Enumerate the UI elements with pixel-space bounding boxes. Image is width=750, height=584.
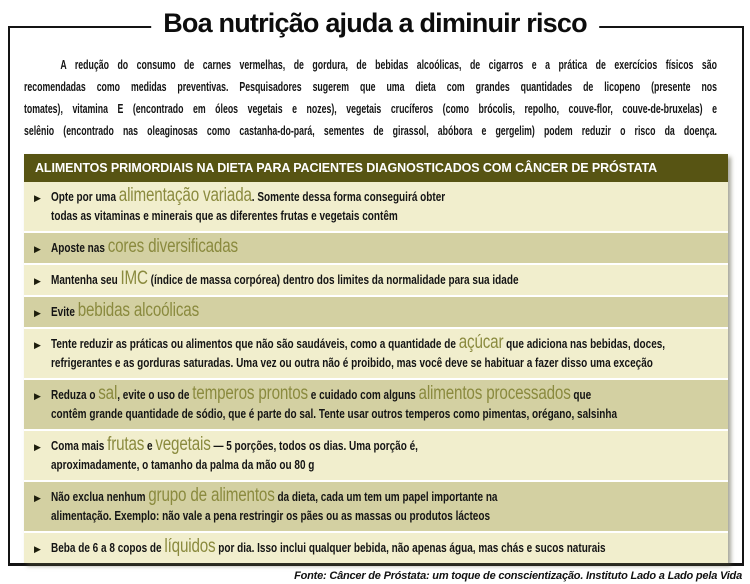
highlight-text: temperos prontos	[192, 383, 308, 404]
diet-item	[24, 265, 728, 295]
highlight-text: sal	[98, 383, 118, 404]
highlight-text: grupo de alimentos	[148, 485, 275, 506]
diet-item	[24, 182, 728, 231]
diet-item-text	[51, 384, 715, 424]
source-note: Fonte: Câncer de Próstata: um toque de conscientização. Instituto Lado a Lado pela Vida	[294, 570, 742, 582]
item-text: Coma mais	[51, 439, 108, 453]
diet-item-text	[51, 186, 715, 226]
item-text: . Somente dessa forma conseguirá obter	[251, 190, 446, 204]
arrow-bullet-icon: ▶	[34, 443, 41, 453]
arrow-bullet-icon: ▶	[34, 392, 41, 402]
item-text: Aposte nas	[51, 241, 108, 255]
item-text: todas as vitaminas e minerais que as diferentes frutas e vegetais contêm	[51, 209, 398, 223]
diet-table-header: ALIMENTOS PRIMORDIAIS NA DIETA PARA PACIENTES DIAGNOSTICADOS COM CÂNCER DE PRÓSTATA	[24, 154, 728, 182]
content-box	[8, 26, 744, 566]
highlight-text: frutas	[107, 434, 145, 455]
item-text: Tente reduzir as práticas ou alimentos que não são saudáveis, como a quantidade de	[51, 337, 459, 351]
diet-item	[24, 482, 728, 531]
intro-paragraph	[24, 54, 717, 142]
diet-table	[24, 154, 728, 563]
highlight-text: vegetais	[155, 434, 211, 455]
arrow-bullet-icon: ▶	[34, 194, 41, 204]
item-text: refrigerantes e as gorduras saturadas. Uma vez ou outra não é proibido, mas você deve se habituar a fazer disso uma exceção	[51, 356, 653, 370]
item-text: alimentação. Exemplo: não vale a pena restringir os pães ou as massas ou produtos lácteos	[51, 509, 491, 523]
item-text: que	[570, 388, 592, 402]
diet-item-text	[51, 435, 715, 475]
highlight-text: bebidas alcoólicas	[77, 300, 200, 321]
arrow-bullet-icon: ▶	[34, 341, 41, 351]
item-text: Opte por uma	[51, 190, 119, 204]
item-text: Não exclua nenhum	[51, 490, 149, 504]
diet-item-text	[51, 301, 715, 322]
highlight-text: cores diversificadas	[107, 236, 238, 257]
highlight-text: líquidos	[164, 536, 216, 557]
diet-item	[24, 380, 728, 429]
item-text: por dia. Isso inclui qualquer bebida, não apenas água, mas chás e sucos naturais	[215, 541, 606, 555]
arrow-bullet-icon: ▶	[34, 309, 41, 319]
diet-item	[24, 233, 728, 263]
highlight-text: alimentos processados	[418, 383, 571, 404]
item-text: — 5 porções, todos os dias. Uma porção é,	[210, 439, 418, 453]
item-text: aproximadamente, o tamanho da palma da mão ou 80 g	[51, 458, 315, 472]
item-text: , evite o uso de	[117, 388, 193, 402]
item-text: contêm grande quantidade de sódio, que é parte do sal. Tente usar outros temperos como pimentas, orégano, salsinha	[51, 407, 618, 421]
item-text: Reduza o	[51, 388, 99, 402]
diet-item	[24, 431, 728, 480]
diet-item-text	[51, 486, 715, 526]
item-text: (índice de massa corpórea) dentro dos limites da normalidade para sua idade	[147, 273, 519, 287]
item-text: Evite	[51, 305, 78, 319]
arrow-bullet-icon: ▶	[34, 545, 41, 555]
diet-item-text	[51, 269, 715, 290]
arrow-bullet-icon: ▶	[34, 245, 41, 255]
diet-list-items	[24, 182, 728, 563]
arrow-bullet-icon: ▶	[34, 494, 41, 504]
diet-item	[24, 533, 728, 563]
highlight-text: alimentação variada	[118, 185, 252, 206]
diet-item	[24, 297, 728, 327]
intro-line: recomendadas como medidas preventivas. Pesquisadores sugerem que uma dieta com grandes quantidades de licopeno (presente nos	[24, 80, 717, 94]
item-text: Beba de 6 a 8 copos de	[51, 541, 165, 555]
page-title: Boa nutrição ajuda a diminuir risco	[151, 8, 599, 39]
item-text: da dieta, cada um tem um papel importante na	[274, 490, 498, 504]
item-text: Mantenha seu	[51, 273, 121, 287]
diet-item	[24, 329, 728, 378]
arrow-bullet-icon: ▶	[34, 277, 41, 287]
highlight-text: açúcar	[458, 332, 504, 353]
item-text: e cuidado com alguns	[307, 388, 419, 402]
intro-line: A redução do consumo de carnes vermelhas, de gordura, de bebidas alcoólicas, de cigarros e a prática de exercícios físicos são	[60, 58, 717, 72]
diet-item-text	[51, 537, 715, 558]
item-text: e	[144, 439, 156, 453]
diet-item-text	[51, 237, 715, 258]
intro-line: tomates), vitamina E (encontrado em óleos vegetais e nozes), vegetais crucíferos (como brócolis, repolho, couve-flor, couve-de-bruxelas) e	[24, 102, 717, 116]
highlight-text: IMC	[120, 268, 148, 289]
diet-item-text	[51, 333, 715, 373]
item-text: que adiciona nas bebidas, doces,	[503, 337, 666, 351]
intro-line: selênio (encontrado nas oleaginosas como castanha-do-pará, sementes de girassol, abóbora e gergelim) podem reduzir o risco da doença.	[24, 124, 717, 138]
